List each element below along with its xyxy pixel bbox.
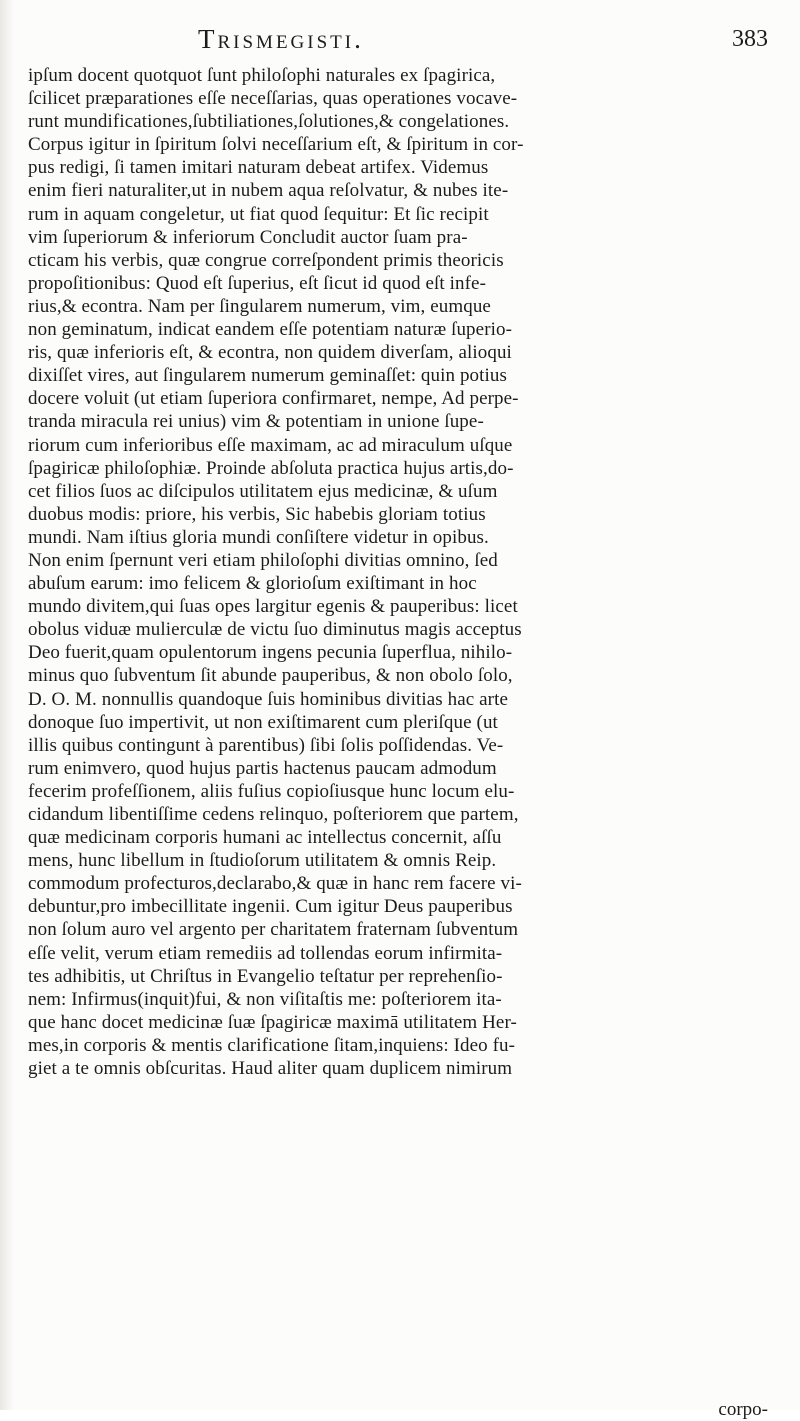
text-line: cidandum libentiſſime cedens relinquo, poſteriorem que partem, xyxy=(28,804,519,825)
text-line: Non enim ſpernunt veri etiam philoſophi divitias omnino, ſed xyxy=(28,549,498,571)
text-line: ſcilicet præparationes eſſe neceſſarias, quas operationes vocave- xyxy=(28,88,518,110)
text-line: pus redigi, ſi tamen imitari naturam debeat artifex. Videmus xyxy=(28,157,489,179)
text-line: ipſum docent quotquot ſunt philoſophi naturales ex ſpagirica, xyxy=(28,65,496,86)
text-line: fecerim profeſſionem, aliis fuſius copioſiusque hunc locum elu- xyxy=(28,780,515,802)
text-line: que hanc docet medicinæ ſuæ ſpagiricæ maximā utilitatem Her- xyxy=(28,1011,517,1033)
catchword: corpo- xyxy=(718,1399,768,1420)
text-line: ſpagiricæ philoſophiæ. Proinde abſoluta practica hujus artis,do- xyxy=(28,457,514,479)
text-line: cet filios ſuos ac diſcipulos utilitatem ejus medicinæ, & uſum xyxy=(28,480,498,502)
text-line: runt mundificationes,ſubtiliationes,ſolutiones,& congelationes. xyxy=(28,111,510,133)
text-line: minus quo ſubventum ſit abunde pauperibus, & non obolo ſolo, xyxy=(28,665,513,687)
running-head: Trismegisti. xyxy=(198,24,364,54)
text-line: non geminatum, indicat eandem eſſe potentiam naturæ ſuperio- xyxy=(28,319,513,341)
gutter-shadow xyxy=(0,0,14,1410)
text-line: rius,& econtra. Nam per ſingularem numerum, vim, eumque xyxy=(28,295,491,317)
text-line: mes,in corporis & mentis clarificatione ſitam,inquiens: Ideo fu- xyxy=(28,1034,516,1056)
text-line: quæ medicinam corporis humani ac intellectus concernit, aſſu xyxy=(28,827,502,849)
text-line: enim fieri naturaliter,ut in nubem aqua reſolvatur, & nubes ite- xyxy=(28,180,509,202)
page-number: 383 xyxy=(732,26,768,52)
text-line: riorum cum inferioribus eſſe maximam, ac ad miraculum uſque xyxy=(28,434,513,456)
text-line: mundi. Nam iſtius gloria mundi conſiſtere videtur in opibus. xyxy=(28,526,489,548)
text-line: tranda miracula rei unius) vim & potentiam in unione ſupe- xyxy=(28,411,484,433)
text-line: rum in aquam congeletur, ut fiat quod ſequitur: Et ſic recipit xyxy=(28,203,489,225)
text-line: nem: Infirmus(inquit)fui, & non viſitaſtis me: poſteriorem ita- xyxy=(28,988,502,1010)
text-line: non ſolum auro vel argento per charitatem fraternam ſubventum xyxy=(28,919,519,941)
text-line: obolus viduæ mulierculæ de victu ſuo diminutus magis acceptus xyxy=(28,619,522,641)
page-header xyxy=(28,24,768,58)
text-line: mundo divitem,qui ſuas opes largitur egenis & pauperibus: licet xyxy=(28,596,518,618)
text-line: docere voluit (ut etiam ſuperiora confirmaret, nempe, Ad perpe- xyxy=(28,388,519,410)
text-line: dixiſſet vires, aut ſingularem numerum geminaſſet: quin potius xyxy=(28,365,508,387)
text-line: donoque ſuo impertivit, ut non exiſtimarent cum pleriſque (ut xyxy=(28,711,498,733)
text-line: Deo fuerit,quam opulentorum ingens pecunia ſuperflua, nihilo- xyxy=(28,642,513,664)
text-line: vim ſuperiorum & inferiorum Concludit auctor ſuam pra- xyxy=(28,226,468,248)
text-line: ris, quæ inferioris eſt, & econtra, non quidem diverſam, alioqui xyxy=(28,342,512,364)
text-line: cticam his verbis, quæ congrue correſpondent primis theoricis xyxy=(28,249,504,271)
text-line: giet a te omnis obſcuritas. Haud aliter quam duplicem nimirum xyxy=(28,1058,513,1080)
text-line: tes adhibitis, ut Chriſtus in Evangelio teſtatur per reprehenſio- xyxy=(28,965,503,987)
text-line: propoſitionibus: Quod eſt ſuperius, eſt ſicut id quod eſt infe- xyxy=(28,272,487,294)
text-line: D. O. M. nonnullis quandoque ſuis hominibus divitias hac arte xyxy=(28,688,508,710)
text-line: illis quibus contingunt à parentibus) ſibi ſolis poſſidendas. Ve- xyxy=(28,734,504,756)
text-line: rum enimvero, quod hujus partis hactenus paucam admodum xyxy=(28,757,497,779)
text-line: Corpus igitur in ſpiritum ſolvi neceſſarium eſt, & ſpiritum in cor- xyxy=(28,134,524,156)
text-line: mens, hunc libellum in ſtudioſorum utilitatem & omnis Reip. xyxy=(28,850,497,872)
text-line: duobus modis: priore, his verbis, Sic habebis gloriam totius xyxy=(28,503,486,525)
text-line: debuntur,pro imbecillitate ingenii. Cum igitur Deus pauperibus xyxy=(28,896,513,918)
text-line: commodum profecturos,declarabo,& quæ in hanc rem facere vi- xyxy=(28,873,522,895)
text-line: eſſe velit, verum etiam remediis ad tollendas eorum infirmita- xyxy=(28,942,503,964)
text-line: abuſum earum: imo felicem & glorioſum exiſtimant in hoc xyxy=(28,573,477,595)
body-text xyxy=(28,64,768,1080)
